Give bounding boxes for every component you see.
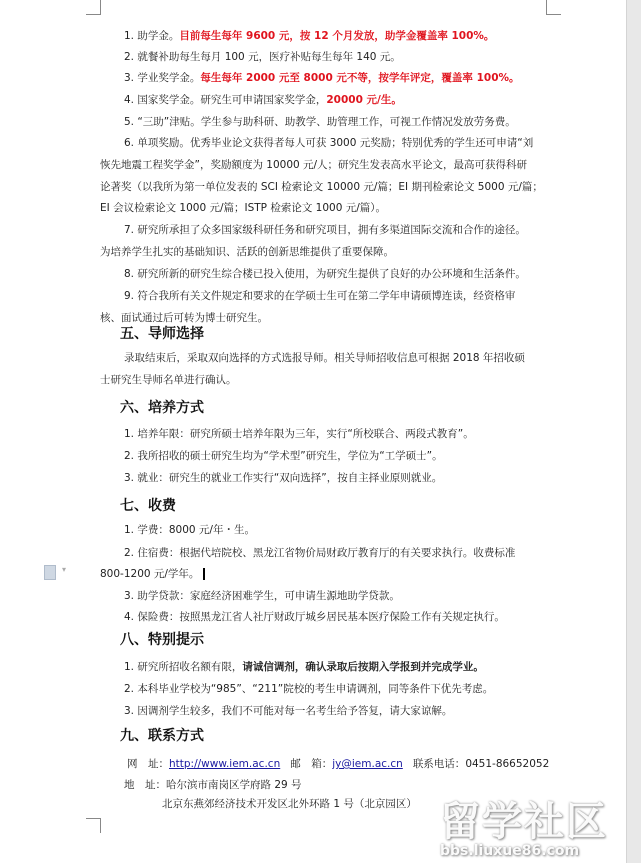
paragraph-line — [124, 223, 526, 237]
paragraph-line — [124, 704, 452, 718]
contact-line-address — [124, 778, 302, 792]
paragraph-line — [124, 289, 515, 303]
paragraph-line — [124, 682, 493, 696]
paragraph-line — [124, 589, 400, 603]
paragraph-line — [124, 449, 443, 463]
paragraph-line — [124, 267, 526, 281]
phone-label: 联系电话： — [412, 758, 466, 770]
text-span: 800-1200 元/学年。 — [100, 568, 200, 580]
paragraph-line — [100, 158, 527, 172]
text-span: 2. 住宿费：根据代培院校、黑龙江省物价局财政厅教育厅的有关要求执行。收费标准 — [124, 547, 516, 559]
paragraph-line — [124, 136, 533, 150]
text-span: 恢先地震工程奖学金”，奖励额度为 10000 元/人；研究生发表高水平论文，最高可获得科研 — [100, 159, 528, 171]
text-span: 士研究生导师名单进行确认。 — [100, 374, 237, 386]
crop-mark — [86, 0, 101, 15]
text-span: 4. 保险费：按照黑龙江省人社厅财政厅城乡居民基本医疗保险工作有关规定执行。 — [124, 611, 505, 623]
crop-mark — [546, 0, 561, 15]
text-span: 1. 学费：8000 元/年・生。 — [124, 524, 255, 536]
paragraph-line — [124, 427, 474, 441]
text-span: 2. 就餐补助每生每月 100 元，医疗补贴每生每年 140 元。 — [124, 51, 401, 63]
emphasis-text: 请诚信调剂，确认录取后按期入学报到并完成学业。 — [242, 661, 484, 673]
emphasis-text: 每生每年 2000 元至 8000 元不等，按学年评定，覆盖率 100%。 — [200, 72, 520, 84]
paragraph-line — [124, 351, 525, 365]
text-span: 论著奖（以我所为第一单位发表的 SCI 检索论文 10000 元/篇；EI 期刊检索论文 5000 元/篇； — [100, 181, 543, 193]
paragraph-line — [124, 93, 402, 107]
text-span: 核、面试通过后可转为博士研究生。 — [100, 312, 268, 324]
paragraph-line — [124, 50, 401, 64]
paragraph-line — [124, 610, 505, 624]
vertical-scrollbar[interactable] — [626, 0, 641, 863]
paragraph-line — [124, 523, 255, 537]
text-span: EI 会议检索论文 1000 元/篇；ISTP 检索论文 1000 元/篇）。 — [100, 202, 387, 214]
emphasis-text: 20000 元/生。 — [326, 94, 402, 106]
text-span: 9. 符合我所有关文件规定和要求的在学硕士生可在第二学年申请硕博连读，经资格审 — [124, 290, 516, 302]
crop-mark — [86, 818, 101, 833]
paragraph-line — [124, 546, 515, 560]
paragraph-line — [100, 180, 543, 194]
section-heading: 九、联系方式 — [120, 728, 204, 744]
section-heading: 六、培养方式 — [120, 400, 204, 416]
text-span: 3. 助学贷款：家庭经济困难学生，可申请生源地助学贷款。 — [124, 590, 400, 602]
paragraph-line — [124, 471, 442, 485]
text-span: 5. “三助”津贴。学生参与助科研、助教学、助管理工作，可视工作情况发放劳务费。 — [124, 116, 516, 128]
web-label: 网 址： — [127, 758, 169, 770]
paragraph-line — [124, 29, 494, 43]
watermark-logo: 留学社区 bbs.liuxue86.com — [440, 799, 608, 859]
address-beijing: 北京东燕郊经济技术开发区北外环路 1 号（北京园区） — [162, 798, 417, 810]
paragraph-line — [100, 567, 205, 581]
address-label: 地 址： — [124, 779, 166, 791]
paste-options-icon[interactable] — [44, 565, 56, 580]
text-span: 2. 本科毕业学校为“985”、“211”院校的考生申请调剂，同等条件下优先考虑。 — [124, 683, 494, 695]
text-span: 3. 学业奖学金。 — [124, 72, 201, 84]
paragraph-line — [100, 201, 386, 215]
section-heading: 七、收费 — [120, 498, 176, 514]
text-span: 7. 研究所承担了众多国家级科研任务和研究项目，拥有多渠道国际交流和合作的途径。 — [124, 224, 526, 236]
website-link[interactable]: http://www.iem.ac.cn — [169, 758, 281, 770]
phone-number: 0451-86652052 — [465, 758, 550, 770]
address-harbin: 哈尔滨市南岗区学府路 29 号 — [166, 779, 302, 791]
paragraph-line — [100, 245, 394, 259]
email-link[interactable]: jy@iem.ac.cn — [332, 758, 403, 770]
paragraph-line — [124, 115, 516, 129]
text-span: 1. 培养年限：研究所硕士培养年限为三年，实行“所校联合、两段式教育”。 — [124, 428, 474, 440]
dropdown-arrow-icon[interactable]: ▾ — [62, 565, 67, 574]
paragraph-line — [100, 373, 237, 387]
text-span: 录取结束后，采取双向选择的方式选报导师。相关导师招收信息可根据 2018 年招收硕 — [124, 352, 525, 364]
section-heading: 五、导师选择 — [120, 326, 204, 342]
text-span: 3. 就业：研究生的就业工作实行“双向选择”，按自主择业原则就业。 — [124, 472, 443, 484]
paragraph-line — [124, 71, 520, 85]
mail-label: 邮 箱： — [290, 758, 333, 770]
paragraph-line — [124, 660, 484, 674]
text-span: 为培养学生扎实的基础知识、活跃的创新思维提供了重要保障。 — [100, 246, 394, 258]
text-span: 1. 助学金。 — [124, 30, 180, 42]
text-cursor — [203, 568, 205, 580]
emphasis-text: 目前每生每年 9600 元，按 12 个月发放，助学金覆盖率 100%。 — [179, 30, 495, 42]
text-span: 8. 研究所新的研究生综合楼已投入使用，为研究生提供了良好的办公环境和生活条件。 — [124, 268, 526, 280]
section-heading: 八、特别提示 — [120, 632, 204, 648]
text-span: 2. 我所招收的硕士研究生均为“学术型”研究生，学位为“工学硕士”。 — [124, 450, 443, 462]
text-span: 4. 国家奖学金。研究生可申请国家奖学金， — [124, 94, 327, 106]
text-span: 6. 单项奖励。优秀毕业论文获得者每人可获 3000 元奖励；特别优秀的学生还可申请“刘 — [124, 137, 534, 149]
contact-line-web — [127, 757, 549, 771]
text-span: 3. 因调剂学生较多，我们不可能对每一名考生给予答复，请大家谅解。 — [124, 705, 453, 717]
text-span: 1. 研究所招收名额有限， — [124, 661, 243, 673]
